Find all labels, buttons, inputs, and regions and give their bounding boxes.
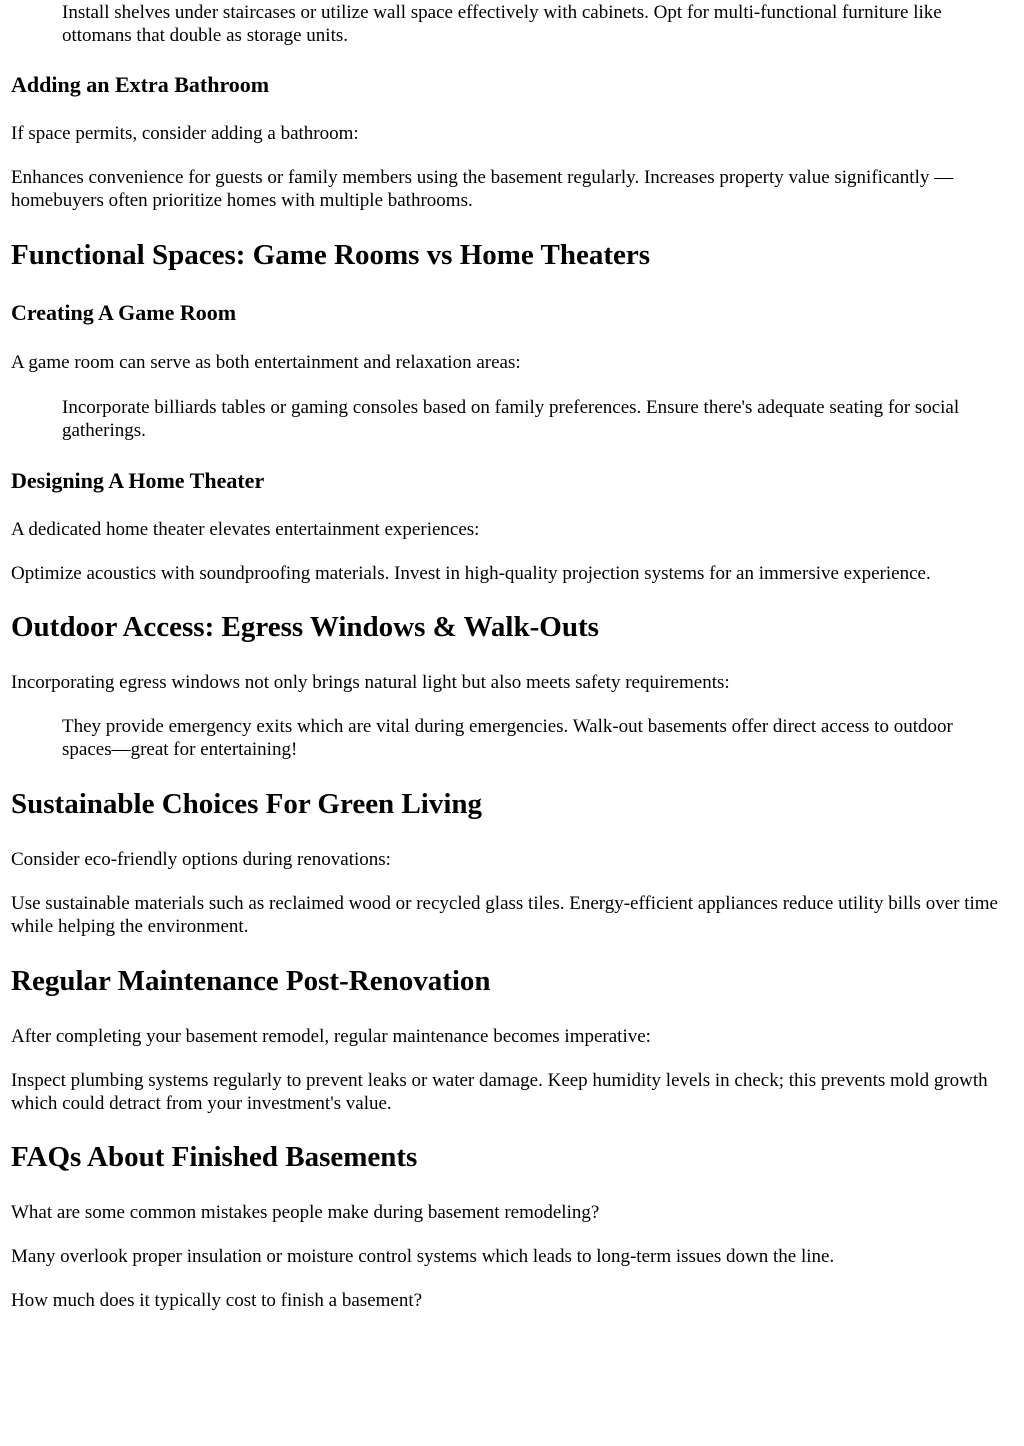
maintenance-body-text: Inspect plumbing systems regularly to prevent leaks or water damage. Keep humidity levels in check; this prevents mold growth which could detract from your investment's value.: [11, 1070, 988, 1114]
game-room-intro-text: A game room can serve as both entertainment and relaxation areas:: [11, 352, 521, 373]
heading-extra-bathroom: Adding an Extra Bathroom: [11, 72, 270, 97]
home-theater-body-text: Optimize acoustics with soundproofing materials. Invest in high-quality projection systems for an immersive experience.: [11, 563, 931, 584]
heading-outdoor-access: Outdoor Access: Egress Windows & Walk-Outs: [11, 611, 599, 643]
faq-question-2: How much does it typically cost to finish a basement?: [11, 1290, 423, 1311]
heading-functional-spaces: Functional Spaces: Game Rooms vs Home Theaters: [11, 239, 651, 271]
maintenance-intro-text: After completing your basement remodel, regular maintenance becomes imperative:: [11, 1026, 651, 1047]
faq-answer-1: Many overlook proper insulation or moisture control systems which leads to long-term issues down the line.: [11, 1246, 835, 1267]
game-room-blockquote: Incorporate billiards tables or gaming consoles based on family preferences. Ensure there's adequate seating for social gatherings.: [62, 397, 960, 441]
storage-tips-blockquote: Install shelves under staircases or utilize wall space effectively with cabinets. Opt for multi-functional furniture like ottomans that double as storage units.: [62, 2, 942, 46]
heading-home-theater: Designing A Home Theater: [11, 468, 265, 493]
outdoor-blockquote: They provide emergency exits which are vital during emergencies. Walk-out basements offer direct access to outdoor spaces—great for entertaining!: [62, 716, 953, 760]
heading-regular-maintenance: Regular Maintenance Post-Renovation: [11, 965, 491, 997]
sustainable-body-text: Use sustainable materials such as reclaimed wood or recycled glass tiles. Energy-efficient appliances reduce utility bills over time while helping the environment.: [11, 893, 998, 937]
heading-game-room: Creating A Game Room: [11, 300, 237, 325]
bathroom-body-text: Enhances convenience for guests or family members using the basement regularly. Increases property value significantly —homebuyers often prioritize homes with multiple bathrooms.: [11, 167, 954, 211]
heading-faqs: FAQs About Finished Basements: [11, 1141, 418, 1173]
sustainable-intro-text: Consider eco-friendly options during renovations:: [11, 849, 391, 870]
outdoor-intro-text: Incorporating egress windows not only brings natural light but also meets safety requirements:: [11, 672, 730, 693]
heading-sustainable-choices: Sustainable Choices For Green Living: [11, 788, 483, 820]
faq-question-1: What are some common mistakes people make during basement remodeling?: [11, 1202, 600, 1223]
home-theater-intro-text: A dedicated home theater elevates entertainment experiences:: [11, 519, 480, 540]
bathroom-intro-text: If space permits, consider adding a bathroom:: [11, 123, 359, 144]
